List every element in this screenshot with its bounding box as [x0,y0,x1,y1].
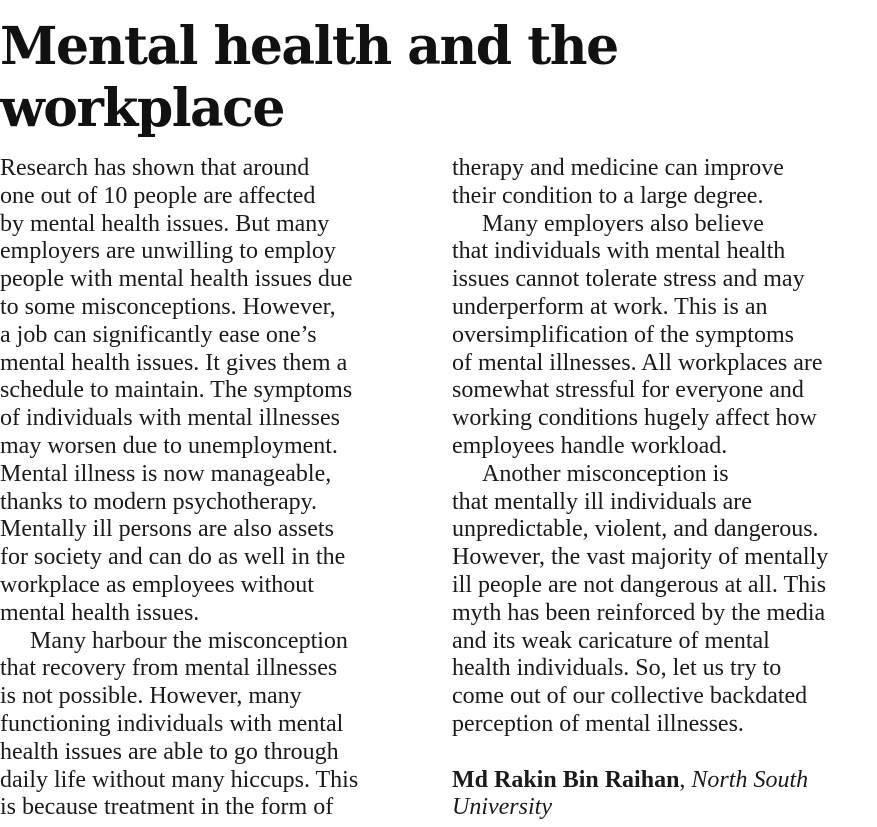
body-line: myth has been reinforced by the media [452,599,826,626]
body-line: employees handle workload. [452,432,728,459]
byline-separator: , [679,766,686,793]
body-line: thanks to modern psychotherapy. [0,488,318,515]
byline-spacer [452,739,877,767]
article-headline [0,16,877,140]
headline-line-2: workplace [0,78,284,139]
article-column-right [452,155,877,822]
body-line: that mentally ill individuals are [452,488,752,515]
body-line: a job can significantly ease one’s [0,321,317,348]
author-affiliation: North South [691,766,809,793]
body-line: that recovery from mental illnesses [0,655,338,682]
paragraph-start-line: Many harbour the misconception [30,627,348,654]
body-line: of individuals with mental illnesses [0,405,340,432]
body-line: daily life without many hiccups. This [0,766,359,793]
body-line: working conditions hugely affect how [452,405,817,432]
body-line: employers are unwilling to employ [0,238,336,265]
body-line: However, the vast majority of mentally [452,544,829,571]
body-line: health individuals. So, let us try to [452,655,782,682]
body-line: schedule to maintain. The symptoms [0,377,353,404]
body-line: perception of mental illnesses. [452,710,744,737]
body-line: may worsen due to unemployment. [0,432,338,459]
body-line: underperform at work. This is an [452,293,768,320]
body-line: to some misconceptions. However, [0,293,336,320]
byline [452,767,877,795]
body-line: somewhat stressful for everyone and [452,377,804,404]
body-line: their condition to a large degree. [452,182,764,209]
body-line: mental health issues. [0,599,200,626]
body-line: Mental illness is now manageable, [0,460,332,487]
body-line: by mental health issues. But many [0,210,330,237]
body-line: functioning individuals with mental [0,710,344,737]
body-line: for society and can do as well in the [0,544,346,571]
body-line: people with mental health issues due [0,266,353,293]
body-line: oversimplification of the symptoms [452,321,794,348]
body-line: mental health issues. It gives them a [0,349,348,376]
body-line: of mental illnesses. All workplaces are [452,349,823,376]
body-line: health issues are able to go through [0,738,339,765]
body-line: therapy and medicine can improve [452,155,784,181]
paragraph-start-line: Another misconception is [482,460,729,487]
author-name: Md Rakin Bin Raihan [452,766,680,793]
paragraph-start-line: Many employers also believe [482,210,764,237]
headline-line-1: Mental health and the [0,16,618,77]
body-line: unpredictable, violent, and dangerous. [452,516,819,543]
article-column-left [0,155,420,822]
body-line: is not possible. However, many [0,683,302,710]
body-line: come out of our collective backdated [452,683,808,710]
body-line: ill people are not dangerous at all. This [452,571,827,598]
body-line: issues cannot tolerate stress and may [452,266,805,293]
body-line: that individuals with mental health [452,238,786,265]
body-line: workplace as employees without [0,571,314,598]
body-line: Mentally ill persons are also assets [0,516,334,543]
body-line: Research has shown that around [0,155,310,181]
body-line: one out of 10 people are affected [0,182,316,209]
author-affiliation-continued: University [452,794,552,821]
body-line: is because treatment in the form of [0,794,334,821]
body-line: and its weak caricature of mental [452,627,770,654]
